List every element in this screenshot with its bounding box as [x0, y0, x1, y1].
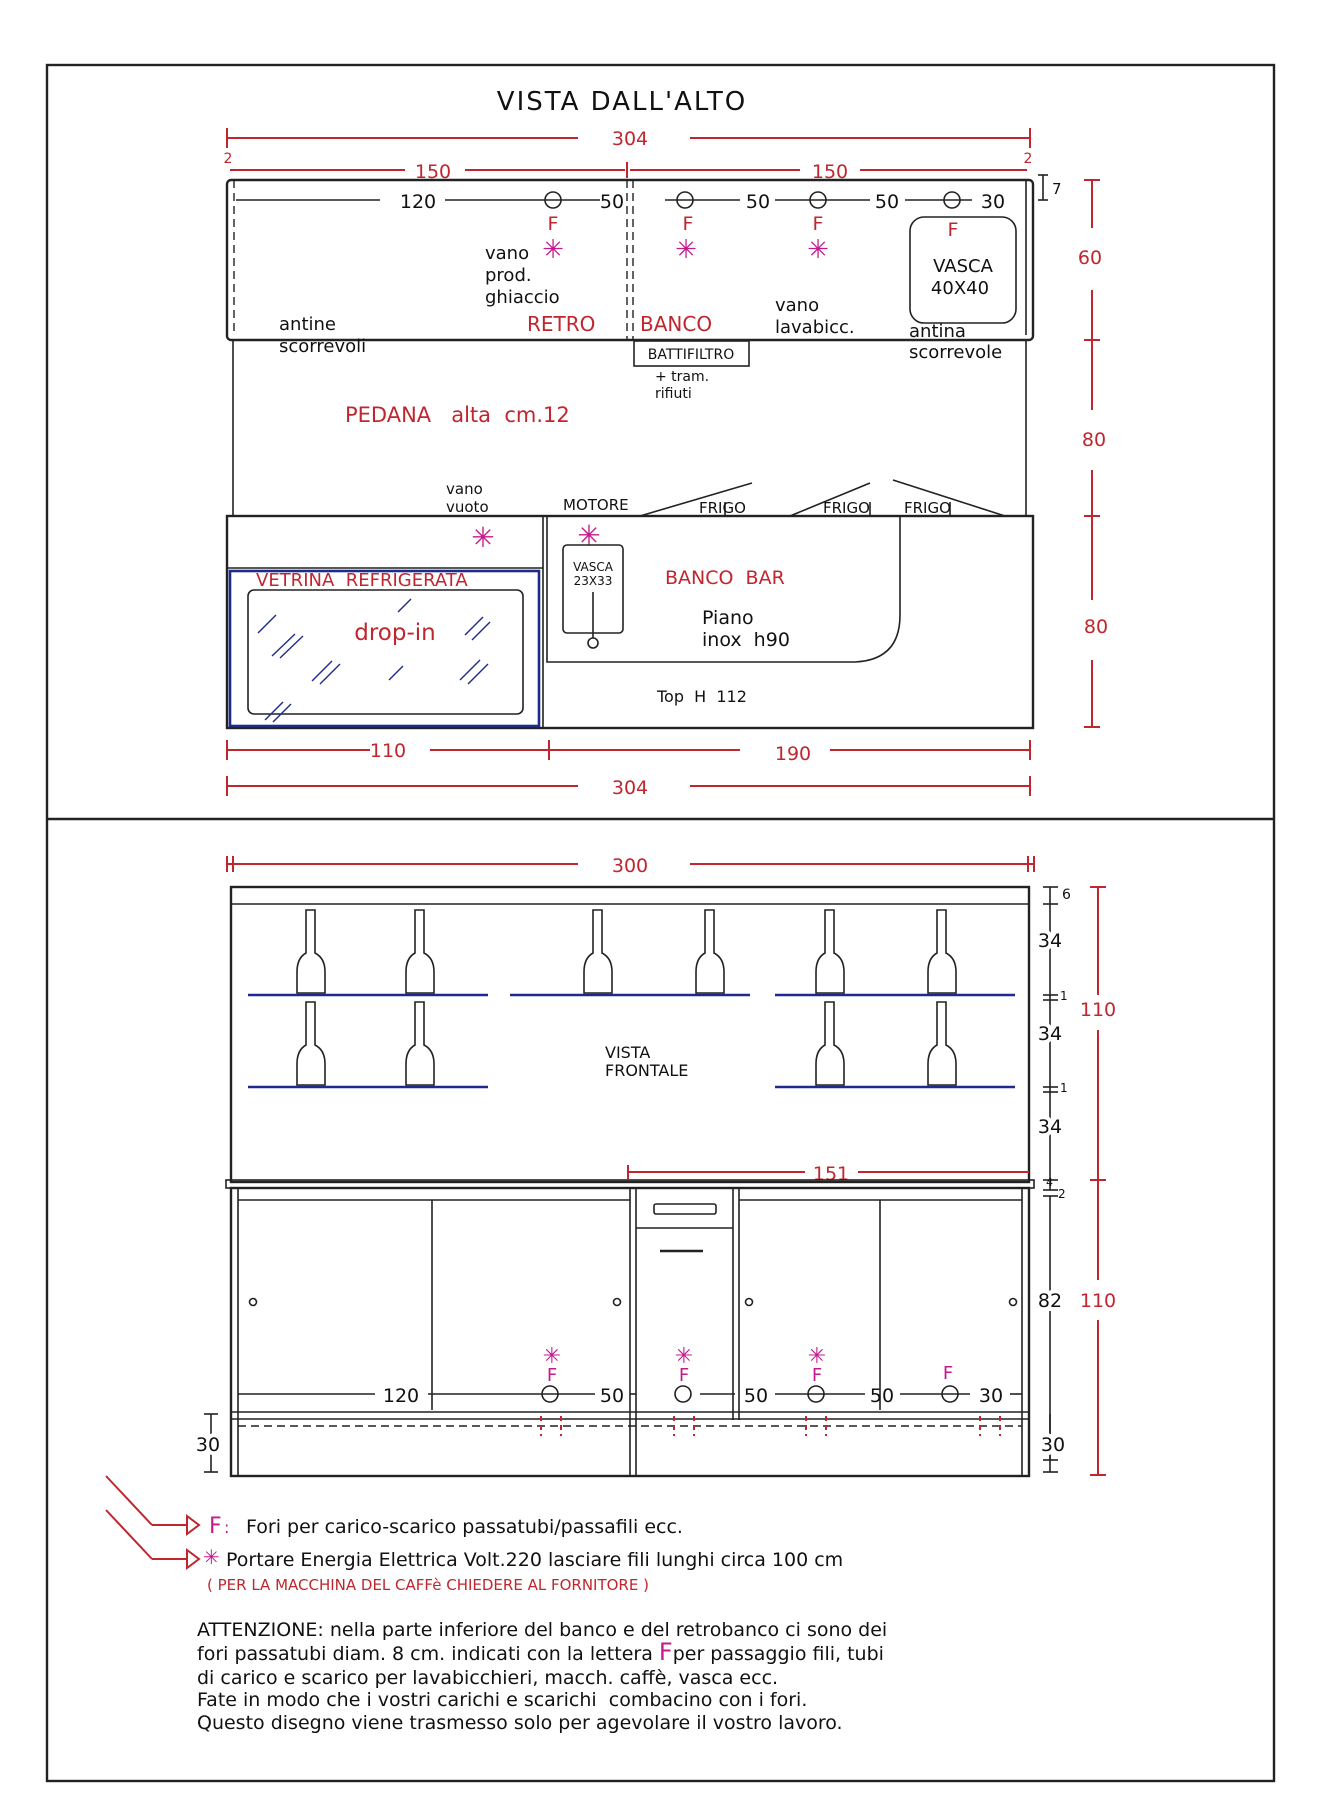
svg-text::: :	[224, 1518, 230, 1537]
drop-in-well	[248, 590, 523, 714]
front-f3: F	[811, 1365, 823, 1386]
dim-2-left: 2	[223, 151, 233, 167]
label-piano: Piano	[702, 607, 754, 629]
dim-34a: 34	[1037, 930, 1063, 952]
label-antina: antina	[909, 321, 966, 342]
dim-2-right: 2	[1023, 151, 1033, 167]
hole-marker	[675, 1386, 691, 1402]
label-frigo-3: FRIGO	[904, 499, 951, 517]
dim-80a: 80	[1081, 429, 1107, 451]
attention-line-5: Questo disegno viene trasmesso solo per agevolare il vostro lavoro.	[197, 1712, 843, 1734]
dim-150-left: 150	[414, 161, 452, 183]
label-vasca-23-size: 23X33	[573, 574, 613, 588]
label-vano-lav-2: lavabicc.	[775, 317, 855, 338]
label-tram: + tram.	[655, 369, 710, 385]
attention-f-letter: F	[658, 1638, 673, 1666]
label-inox: inox h90	[702, 629, 790, 651]
front-f1: F	[546, 1365, 558, 1386]
front-dim-300	[227, 855, 1034, 877]
door-knob	[746, 1299, 753, 1306]
dim-2: 2	[1058, 1187, 1066, 1201]
dim-1b: 1	[1060, 1081, 1068, 1095]
dim-110b: 110	[1079, 1290, 1117, 1312]
dim-304-top: 304	[611, 128, 649, 150]
label-battifiltro: BATTIFILTRO	[647, 347, 735, 363]
glass-hatch	[258, 599, 490, 722]
dim-60: 60	[1077, 247, 1103, 269]
label-vista: VISTA	[605, 1043, 651, 1062]
front-hole-50b: 50	[743, 1385, 769, 1407]
label-antine: antine	[279, 314, 336, 335]
dim-110a: 110	[1079, 999, 1117, 1021]
bottle	[297, 910, 325, 993]
door-knob	[1010, 1299, 1017, 1306]
label-frigo-1: FRIGO	[699, 499, 746, 517]
bottle	[816, 910, 844, 993]
legend-asterisk-icon: ✳	[203, 1545, 220, 1569]
label-scorrevole: scorrevole	[909, 342, 1003, 363]
top-f1: F	[547, 213, 559, 235]
label-vetrina: VETRINA REFRIGERATA	[256, 570, 468, 591]
front-hole-120: 120	[382, 1385, 420, 1407]
top-hole-dimensions	[236, 191, 1005, 213]
bottle	[928, 1002, 956, 1085]
label-banco: BANCO	[640, 312, 713, 336]
legend-f-text: Fori per carico-scarico passatubi/passafili ecc.	[246, 1516, 683, 1538]
dim-110: 110	[369, 740, 407, 762]
power-asterisk-icon: ✳	[542, 1344, 562, 1369]
back-shelving-unit	[231, 887, 1029, 1182]
label-top-h: Top H 112	[657, 687, 747, 706]
dim-30-right: 30	[1040, 1434, 1066, 1456]
top-f4: F	[947, 219, 959, 241]
bottle	[696, 910, 724, 993]
top-right-dims	[1078, 180, 1108, 727]
bottle	[928, 910, 956, 993]
door-knob	[614, 1299, 621, 1306]
label-drop-in: drop-in	[354, 620, 436, 646]
bottle	[584, 910, 612, 993]
dim-82: 82	[1037, 1290, 1063, 1312]
label-retro: RETRO	[527, 312, 596, 336]
dim-190: 190	[774, 743, 812, 765]
label-vano-vuoto-2: vuoto	[446, 498, 489, 516]
power-asterisk-icon: ✳	[807, 235, 829, 265]
dim-80b: 80	[1083, 616, 1109, 638]
front-f4: F	[942, 1363, 954, 1384]
dim-6: 6	[1062, 887, 1071, 903]
dim-151: 151	[812, 1163, 850, 1185]
bottle	[406, 1002, 434, 1085]
label-vano-prod-3: ghiaccio	[485, 287, 560, 308]
label-pedana: PEDANA alta cm.12	[345, 403, 570, 427]
front-hole-30: 30	[978, 1385, 1004, 1407]
top-hole-50c: 50	[874, 191, 900, 213]
top-hole-50b: 50	[745, 191, 771, 213]
attention-line-4: Fate in modo che i vostri carichi e scarichi combacino con i fori.	[197, 1689, 808, 1711]
svg-text:fori passatubi diam. 8 cm. ind	[197, 1638, 884, 1666]
dim-halves	[224, 151, 1033, 183]
label-vano-prod: vano	[485, 243, 530, 264]
attention-line-3: di carico e scarico per lavabicchieri, macch. caffè, vasca ecc.	[197, 1667, 779, 1689]
legend-f-letter: F	[209, 1514, 222, 1539]
label-rifiuti: rifiuti	[655, 386, 692, 402]
top-hole-50a: 50	[599, 191, 625, 213]
legend-f	[106, 1476, 683, 1539]
label-vasca-40: VASCA	[933, 256, 993, 277]
top-f2: F	[682, 213, 694, 235]
power-asterisk-icon: ✳	[542, 235, 564, 265]
label-banco-bar: BANCO BAR	[665, 567, 785, 589]
top-bottom-dims	[227, 740, 1030, 799]
front-hole-50a: 50	[599, 1385, 625, 1407]
top-view-title: VISTA DALL'ALTO	[496, 87, 748, 117]
dim-300: 300	[611, 855, 649, 877]
dim-7: 7	[1052, 180, 1062, 198]
power-asterisk-icon: ✳	[807, 1344, 827, 1369]
top-f3: F	[812, 213, 824, 235]
attention-line-1: ATTENZIONE: nella parte inferiore del banco e del retrobanco ci sono dei	[197, 1619, 888, 1641]
label-vasca-40-size: 40X40	[930, 278, 990, 299]
bottle	[816, 1002, 844, 1085]
label-scorrevoli: scorrevoli	[279, 336, 367, 357]
bottle	[406, 910, 434, 993]
attention-line-2a: fori passatubi diam. 8 cm. indicati con la lettera	[197, 1643, 659, 1665]
front-right-dims	[1038, 887, 1116, 1475]
top-hole-30: 30	[980, 191, 1006, 213]
dim-total-top	[227, 128, 1030, 150]
dim-30-left: 30	[195, 1434, 221, 1456]
front-counter	[227, 516, 1033, 728]
legend-power-text: Portare Energia Elettrica Volt.220 lasciare fili lunghi circa 100 cm	[226, 1549, 844, 1571]
dim-150-right: 150	[811, 161, 849, 183]
label-vano-vuoto: vano	[446, 480, 483, 498]
label-vano-prod-2: prod.	[485, 265, 532, 286]
legend-coffee-note: ( PER LA MACCHINA DEL CAFFè CHIEDERE AL FORNITORE )	[207, 1576, 649, 1594]
dim-34b: 34	[1037, 1023, 1063, 1045]
refrigerated-showcase	[230, 571, 539, 726]
label-frontale: FRONTALE	[605, 1061, 689, 1080]
label-motore: MOTORE	[563, 496, 629, 514]
drawer-handle	[654, 1204, 716, 1214]
power-asterisk-icon: ✳	[674, 1344, 694, 1369]
label-vano-lav: vano	[775, 295, 820, 316]
label-frigo-2: FRIGO	[823, 499, 870, 517]
dim-4: 4	[1046, 1176, 1053, 1189]
attention-line-2b: per passaggio fili, tubi	[672, 1643, 884, 1665]
dim-1a: 1	[1060, 989, 1068, 1003]
bottle	[297, 1002, 325, 1085]
power-asterisk-icon: ✳	[675, 235, 697, 265]
top-hole-120: 120	[399, 191, 437, 213]
power-asterisk-icon: ✳	[577, 519, 601, 552]
dim-34c: 34	[1037, 1116, 1063, 1138]
attention-note	[197, 1619, 887, 1734]
front-hole-50c: 50	[869, 1385, 895, 1407]
dim-304-bottom: 304	[611, 777, 649, 799]
power-asterisk-icon: ✳	[471, 521, 495, 554]
label-vasca-23: VASCA	[573, 560, 613, 574]
front-f2: F	[678, 1365, 690, 1386]
door-knob	[250, 1299, 257, 1306]
